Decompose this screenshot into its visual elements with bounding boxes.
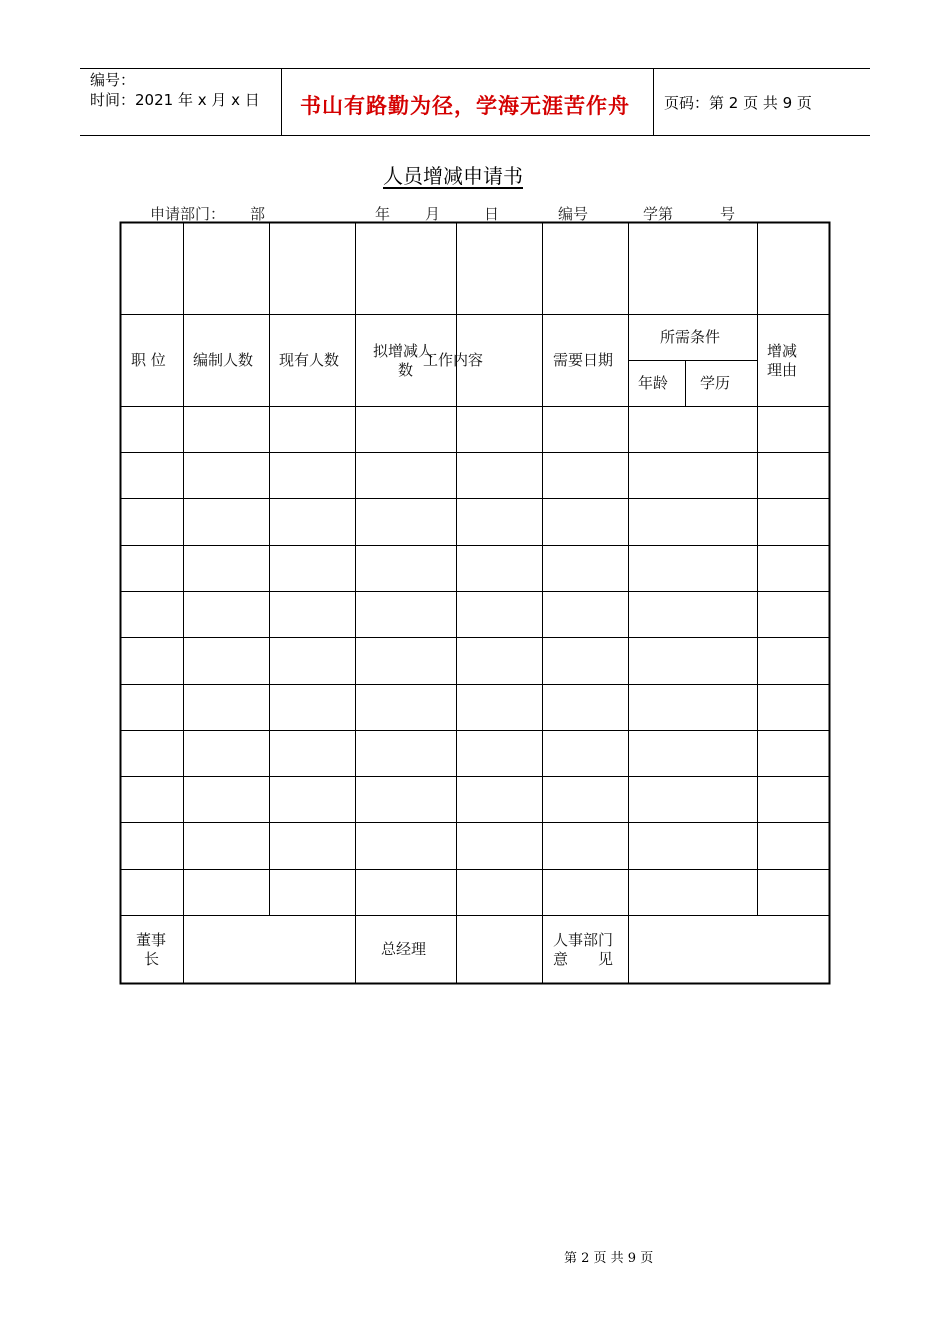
col-header-planned-line2: 数 [398, 361, 414, 379]
col-header-reason-line1: 增减 [767, 342, 798, 360]
col-header-reason-line2: 理由 [767, 361, 798, 379]
field-month: 月 [425, 205, 441, 223]
sign-general-manager: 总经理 [381, 940, 427, 958]
col-header-current: 现有人数 [279, 351, 340, 369]
col-header-date: 需要日期 [553, 351, 614, 369]
col-header-education: 学历 [700, 374, 731, 392]
field-day: 日 [484, 205, 500, 223]
col-header-planned-line1: 拟增减人 [373, 342, 434, 360]
field-year: 年 [375, 205, 391, 223]
field-dept-suffix: 部 [250, 205, 266, 223]
col-header-position: 职 位 [131, 351, 166, 369]
header-number-label: 编号： [90, 71, 136, 89]
col-header-quota: 编制人数 [193, 351, 254, 369]
footer-page-number: 第 2 页 共 9 页 [564, 1251, 654, 1266]
field-hao: 号 [720, 205, 736, 223]
field-dept-label: 申请部门： [150, 205, 226, 223]
document-title: 人员增减申请书 [383, 164, 523, 188]
header-page-info: 页码：第 2 页 共 9 页 [664, 94, 812, 112]
col-header-conditions: 所需条件 [660, 328, 721, 346]
col-header-work-content: 工作内容 [423, 351, 484, 369]
field-xue-di: 学第 [643, 205, 674, 223]
sign-hr-line2: 意 见 [553, 950, 614, 968]
sign-hr-line1: 人事部门 [553, 931, 614, 949]
header-time-label: 时间：2021 年 x 月 x 日 [90, 91, 260, 109]
sign-chairman-line2: 长 [144, 950, 160, 968]
field-number: 编号 [558, 205, 589, 223]
sign-chairman-line1: 董事 [136, 931, 167, 949]
header-motto: 书山有路勤为径，学海无涯苦作舟 [300, 94, 630, 118]
col-header-age: 年龄 [638, 374, 669, 392]
